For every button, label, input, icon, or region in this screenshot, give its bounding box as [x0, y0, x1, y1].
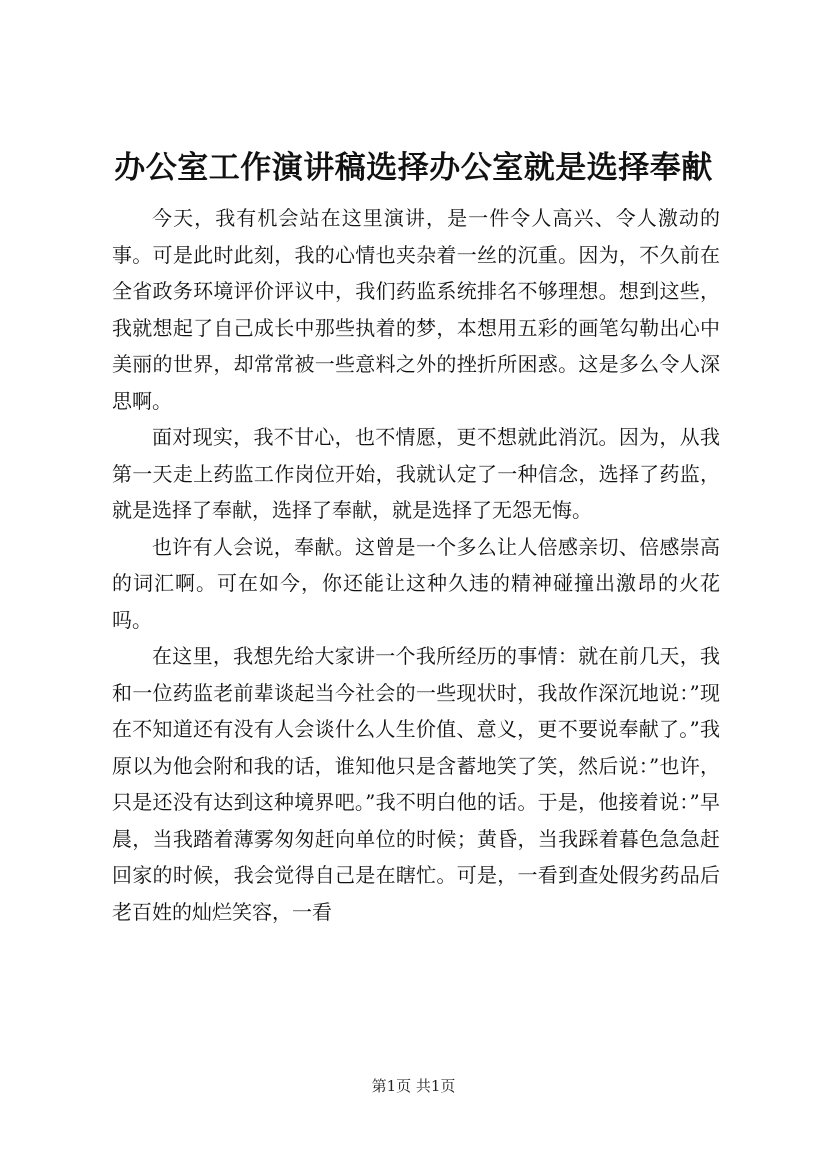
document-body: [112, 200, 720, 930]
page-footer: 第1页 共1页: [371, 1077, 456, 1095]
paragraph-1: 今天，我有机会站在这里演讲，是一件令人高兴、令人激动的事。可是此时此刻，我的心情也夹杂着一丝的沉重。因为，不久前在全省政务环境评价评议中，我们药监系统排名不够理想。想到这些，我就想起了自己成长中那些执着的梦，本想用五彩的画笔勾勒出心中美丽的世界，却常常被一些意料之外的挫折所困惑。这是多么令人深思啊。: [112, 206, 720, 413]
paragraph-4: 在这里，我想先给大家讲一个我所经历的事情：就在前几天，我和一位药监老前辈谈起当今社会的一些现状时，我故作深沉地说：”现在不知道还有没有人会谈什么人生价值、意义，更不要说奉献了。”我原以为他会附和我的话，谁知他只是含蓄地笑了笑，然后说：”也许，只是还没有达到这种境界吧。”我不明白他的话。于是，他接着说：”早晨，当我踏着薄雾匆匆赶向单位的时候；黄昏，当我踩着暮色急急赶回家的时候，我会觉得自己是在瞎忙。可是，一看到查处假劣药品后老百姓的灿烂笑容，一看: [112, 644, 720, 924]
paragraph-3: 也许有人会说，奉献。这曾是一个多么让人倍感亲切、倍感崇高的词汇啊。可在如今，你还能让这种久违的精神碰撞出激昂的火花吗。: [112, 534, 720, 632]
paragraph-2: 面对现实，我不甘心，也不情愿，更不想就此消沉。因为，从我第一天走上药监工作岗位开始，我就认定了一种信念，选择了药监，就是选择了奉献，选择了奉献，就是选择了无怨无悔。: [112, 425, 720, 522]
document-title: 办公室工作演讲稿选择办公室就是选择奉献: [114, 150, 713, 186]
